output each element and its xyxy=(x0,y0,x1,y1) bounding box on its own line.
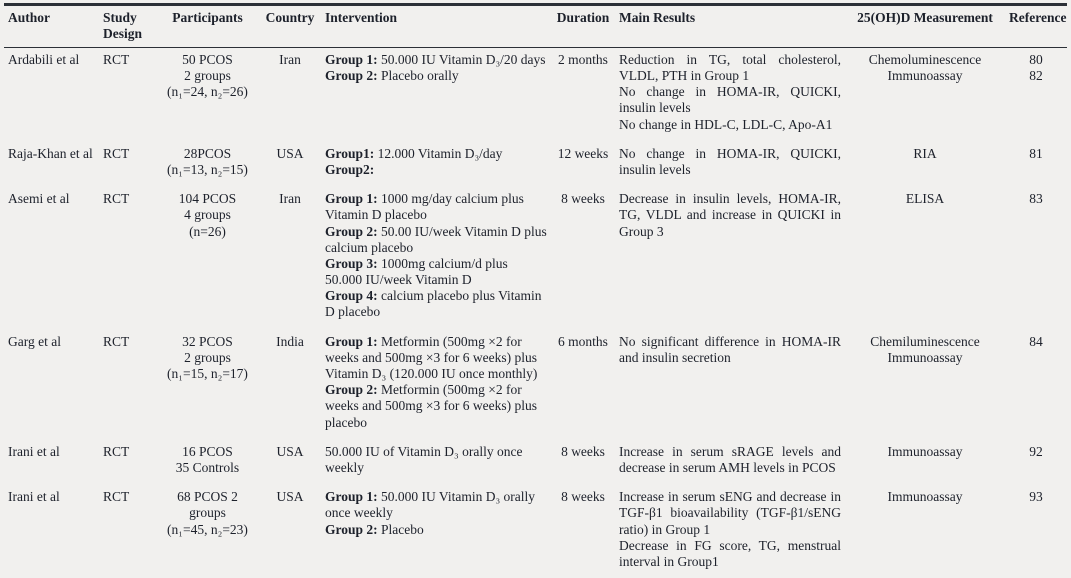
cell-results xyxy=(615,485,845,578)
cell-results xyxy=(615,142,845,187)
cell-participants xyxy=(156,187,259,330)
cell-author: Asemi et al xyxy=(8,191,70,207)
reference-line: 83 xyxy=(1029,191,1043,207)
cell-duration: 2 months xyxy=(558,51,608,67)
results-line: No change in HDL-C, LDL-C, Apo-A1 xyxy=(619,116,833,132)
participants-line: 35 Controls xyxy=(175,459,240,475)
reference-line: 81 xyxy=(1029,145,1043,161)
cell-results xyxy=(615,330,845,440)
cell-results xyxy=(615,187,845,330)
cell-author: Irani et al xyxy=(8,443,60,459)
reference-line: 93 xyxy=(1029,489,1043,505)
participants-line: 104 PCOS xyxy=(178,191,237,207)
cell-design: RCT xyxy=(103,51,130,67)
cell-intervention xyxy=(321,187,551,330)
results-line: No change in HOMA-IR, QUICKI, insulin levels xyxy=(619,145,841,177)
intervention-segment: Group 3: 1000mg calcium/d plus 50.000 IU/week Vitamin D xyxy=(325,255,508,288)
group-label: Group1: xyxy=(325,145,375,161)
table-header-row xyxy=(4,5,1067,48)
cell-measurement xyxy=(845,142,1005,187)
participants-line: (n₁=45, n₂=23) xyxy=(167,521,248,537)
cell-intervention xyxy=(321,440,551,485)
measurement-line: Chemoluminescence xyxy=(868,51,982,67)
cell-measurement xyxy=(845,187,1005,330)
cell-author: Raja-Khan et al xyxy=(8,145,93,161)
cell-intervention xyxy=(321,330,551,440)
results-line: Reduction in TG, total cholesterol, VLDL, PTH in Group 1 xyxy=(619,51,841,84)
reference-line: 92 xyxy=(1029,443,1043,459)
group-label: Group 1: xyxy=(325,333,378,349)
group-label: Group 1: xyxy=(325,191,378,207)
participants-line: 50 PCOS xyxy=(182,51,233,67)
study-row-1 xyxy=(4,47,1067,141)
cell-country: USA xyxy=(259,485,321,578)
intervention-segment xyxy=(325,162,547,178)
participants-line: 28PCOS xyxy=(183,145,232,161)
results-line: Decrease in FG score, TG, menstrual interval in Group1 xyxy=(619,537,841,569)
measurement-line: Immunoassay xyxy=(887,489,963,505)
cell-reference xyxy=(1005,47,1067,141)
column-header-author: Author xyxy=(4,5,99,48)
group-label: Group 1: xyxy=(325,489,378,505)
cell-reference xyxy=(1005,440,1067,485)
cell-measurement xyxy=(845,440,1005,485)
cell-intervention xyxy=(321,47,551,141)
column-header-intervention: Intervention xyxy=(321,5,551,48)
participants-line: 2 groups xyxy=(184,68,231,84)
cell-reference xyxy=(1005,187,1067,330)
cell-design: RCT xyxy=(103,333,130,349)
table-body xyxy=(4,47,1067,578)
results-line: Increase in serum sRAGE levels and decrease in serum AMH levels in PCOS xyxy=(619,443,841,475)
cell-country: USA xyxy=(276,443,304,459)
study-row-5 xyxy=(4,440,1067,485)
column-header-design: Study Design xyxy=(99,5,156,48)
intervention-segment: Group 2: Placebo xyxy=(325,521,424,537)
cell-duration: 8 weeks xyxy=(561,443,605,459)
cell-measurement xyxy=(845,330,1005,440)
intervention-segment: Group 1: 1000 mg/day calcium plus Vitamin D placebo xyxy=(325,191,524,223)
cell-results xyxy=(615,47,845,141)
cell-duration: 12 weeks xyxy=(557,145,609,161)
cell-design: RCT xyxy=(99,485,156,578)
cell-participants xyxy=(156,47,259,141)
cell-reference xyxy=(1005,330,1067,440)
measurement-line: Chemiluminescence xyxy=(870,333,980,349)
table-head xyxy=(4,5,1067,48)
participants-line: groups xyxy=(189,505,226,521)
intervention-segment: Group1: 12.000 Vitamin D₃/day xyxy=(325,145,503,161)
reference-line: 82 xyxy=(1029,68,1043,84)
results-line: No change in HOMA-IR, QUICKI, insulin levels xyxy=(619,84,841,116)
study-row-6 xyxy=(4,485,1067,578)
measurement-line: Immunoassay xyxy=(887,443,963,459)
group-label: Group 2: xyxy=(325,521,378,537)
cell-participants xyxy=(156,485,259,578)
study-row-3 xyxy=(4,187,1067,330)
cell-reference xyxy=(1005,485,1067,578)
participants-line: (n₁=15, n₂=17) xyxy=(167,366,248,382)
measurement-line: ELISA xyxy=(905,191,945,207)
column-header-participants: Participants xyxy=(156,5,259,48)
cell-author: Irani et al xyxy=(4,485,99,578)
cell-design: RCT xyxy=(103,443,130,459)
cell-author: Ardabili et al xyxy=(8,51,80,67)
cell-duration: 8 weeks xyxy=(561,191,605,207)
results-line: Decrease in insulin levels, HOMA-IR, TG, VLDL and increase in QUICKI in Group 3 xyxy=(619,191,841,239)
results-line: Increase in serum sENG and decrease in TGF-β1 bioavailability (TGF-β1/sENG ratio) in Group 1 xyxy=(619,489,841,537)
cell-participants xyxy=(156,330,259,440)
studies-table xyxy=(4,3,1067,578)
intervention-segment: Group 1: Metformin (500mg ×2 for weeks and 500mg ×3 for 6 weeks) plus Vitamin D₃ (120.000 IU once monthly) xyxy=(325,333,538,382)
reference-line: 84 xyxy=(1029,333,1043,349)
column-header-reference: Reference xyxy=(1005,5,1067,48)
intervention-segment: Group 2: 50.00 IU/week Vitamin D plus calcium placebo xyxy=(325,223,547,255)
cell-duration: 8 weeks xyxy=(551,485,615,578)
cell-measurement xyxy=(845,485,1005,578)
cell-intervention xyxy=(321,485,551,578)
cell-participants xyxy=(156,142,259,187)
results-line: No significant difference in HOMA-IR and insulin secretion xyxy=(619,333,841,365)
group-label: Group 3: xyxy=(325,255,378,271)
cell-results xyxy=(615,440,845,485)
column-header-country: Country xyxy=(259,5,321,48)
intervention-segment: Group 4: calcium placebo plus Vitamin D placebo xyxy=(325,288,542,320)
cell-participants xyxy=(156,440,259,485)
intervention-segment: Group 2: Metformin (500mg ×2 for weeks and 500mg ×3 for 6 weeks) plus placebo xyxy=(325,382,537,430)
reference-line: 80 xyxy=(1029,51,1043,67)
cell-country: India xyxy=(276,333,304,349)
participants-line: (n=26) xyxy=(189,223,226,239)
study-row-4 xyxy=(4,330,1067,440)
participants-line: 16 PCOS xyxy=(182,443,233,459)
intervention-segment: Group 2: Placebo orally xyxy=(325,68,459,84)
study-row-2 xyxy=(4,142,1067,187)
cell-reference xyxy=(1005,142,1067,187)
cell-country: USA xyxy=(276,145,304,161)
column-header-measurement: 25(OH)D Measurement xyxy=(845,5,1005,48)
measurement-line: Immunoassay xyxy=(887,349,963,365)
participants-line: (n₁=13, n₂=15) xyxy=(167,161,248,177)
group-label: Group 2: xyxy=(325,68,378,84)
cell-intervention xyxy=(321,142,551,187)
participants-line: (n₁=24, n₂=26) xyxy=(167,84,248,100)
group-label: Group 1: xyxy=(325,51,378,67)
cell-country: Iran xyxy=(279,51,301,67)
cell-design: RCT xyxy=(103,145,130,161)
cell-country: Iran xyxy=(279,191,301,207)
group-label: Group 4: xyxy=(325,288,378,304)
cell-author: Garg et al xyxy=(8,333,61,349)
participants-line: 32 PCOS xyxy=(182,333,233,349)
measurement-line: Immunoassay xyxy=(887,68,963,84)
column-header-duration: Duration xyxy=(551,5,615,48)
group-label: Group 2: xyxy=(325,382,378,398)
measurement-line: RIA xyxy=(913,145,937,161)
participants-line: 2 groups xyxy=(184,349,231,365)
cell-duration: 6 months xyxy=(558,333,608,349)
participants-line: 68 PCOS 2 xyxy=(177,489,238,505)
intervention-segment: Group 1: 50.000 IU Vitamin D₃ orally once weekly xyxy=(325,489,536,521)
intervention-segment: 50.000 IU of Vitamin D₃ orally once weekly xyxy=(325,443,523,475)
group-label: Group 2: xyxy=(325,223,378,239)
intervention-segment: Group 1: 50.000 IU Vitamin D₃/20 days xyxy=(325,51,546,67)
group-label: Group2: xyxy=(325,161,375,177)
participants-line: 4 groups xyxy=(184,207,231,223)
cell-design: RCT xyxy=(103,191,130,207)
cell-measurement xyxy=(845,47,1005,141)
column-header-results: Main Results xyxy=(615,5,845,48)
